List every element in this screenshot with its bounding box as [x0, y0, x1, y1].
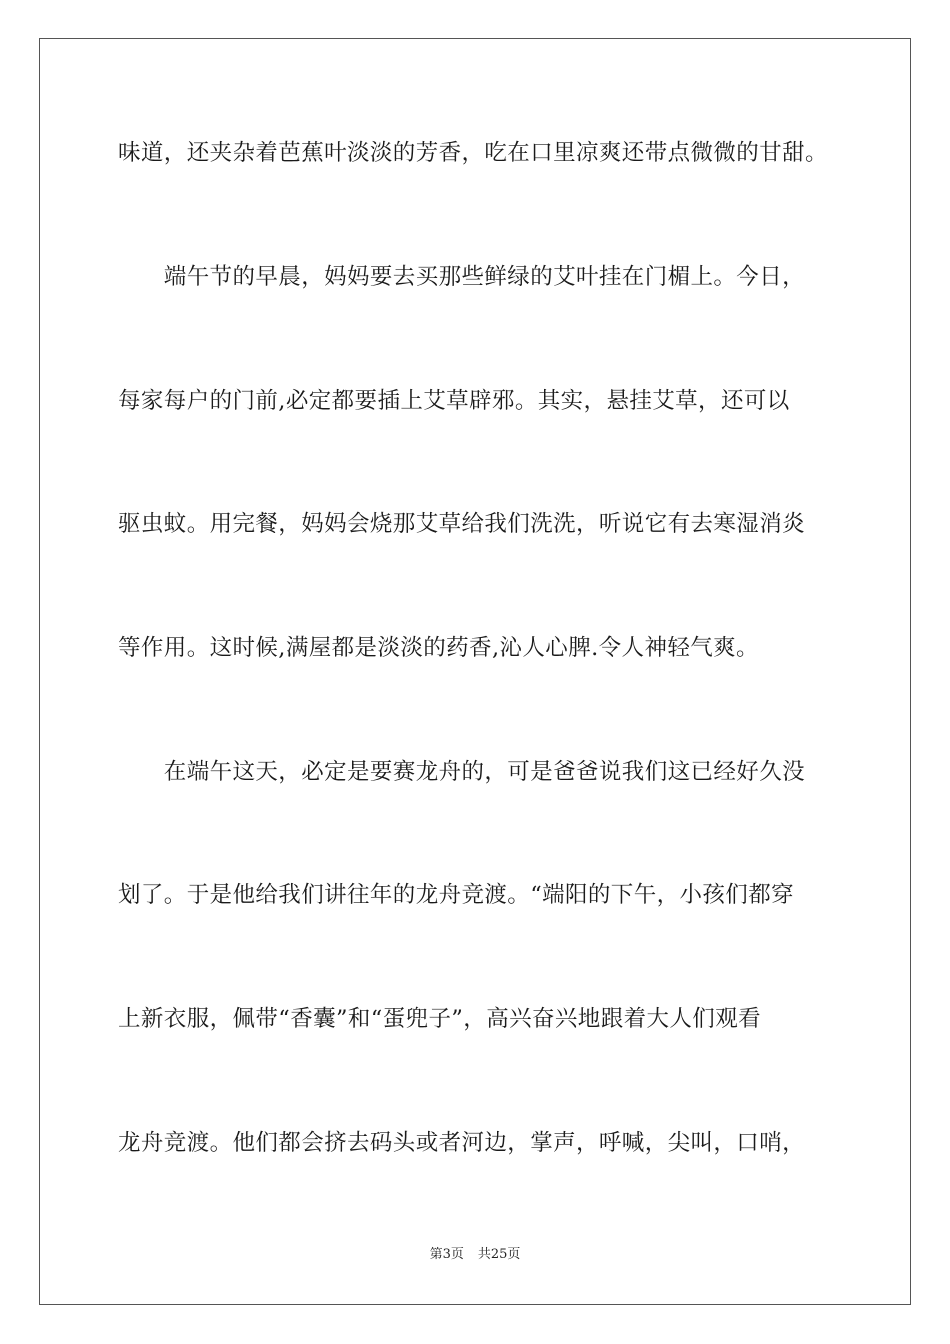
body-text-line: 等作用。这时候,满屋都是淡淡的药香,沁人心脾.令人神轻气爽。: [118, 635, 759, 661]
body-text-line: 龙舟竞渡。他们都会挤去码头或者河边，掌声，呼喊，尖叫，口哨，: [118, 1130, 806, 1156]
body-text-line: 端午节的早晨，妈妈要去买那些鲜绿的艾叶挂在门楣上。今日，: [118, 264, 806, 290]
body-text-line: 每家每户的门前,必定都要插上艾草辟邪。其实，悬挂艾草，还可以: [118, 388, 790, 414]
page-total: 共25页: [477, 1247, 521, 1262]
body-text-line: 味道，还夹杂着芭蕉叶淡淡的芳香，吃在口里凉爽还带点微微的甘甜。: [118, 140, 828, 166]
body-text-line: 划了。于是他给我们讲往年的龙舟竞渡。“端阳的下午，小孩们都穿: [118, 882, 795, 908]
page-footer: [0, 1246, 950, 1264]
body-text-line: 驱虫蚊。用完餐，妈妈会烧那艾草给我们洗洗，听说它有去寒湿消炎: [118, 511, 806, 537]
body-text-line: 在端午这天，必定是要赛龙舟的，可是爸爸说我们这已经好久没: [118, 759, 806, 785]
page-border: [39, 38, 911, 1305]
body-text-line: 上新衣服，佩带“香囊”和“蛋兜子”，高兴奋兴地跟着大人们观看: [118, 1006, 762, 1032]
page-number: 第3页: [429, 1247, 464, 1262]
